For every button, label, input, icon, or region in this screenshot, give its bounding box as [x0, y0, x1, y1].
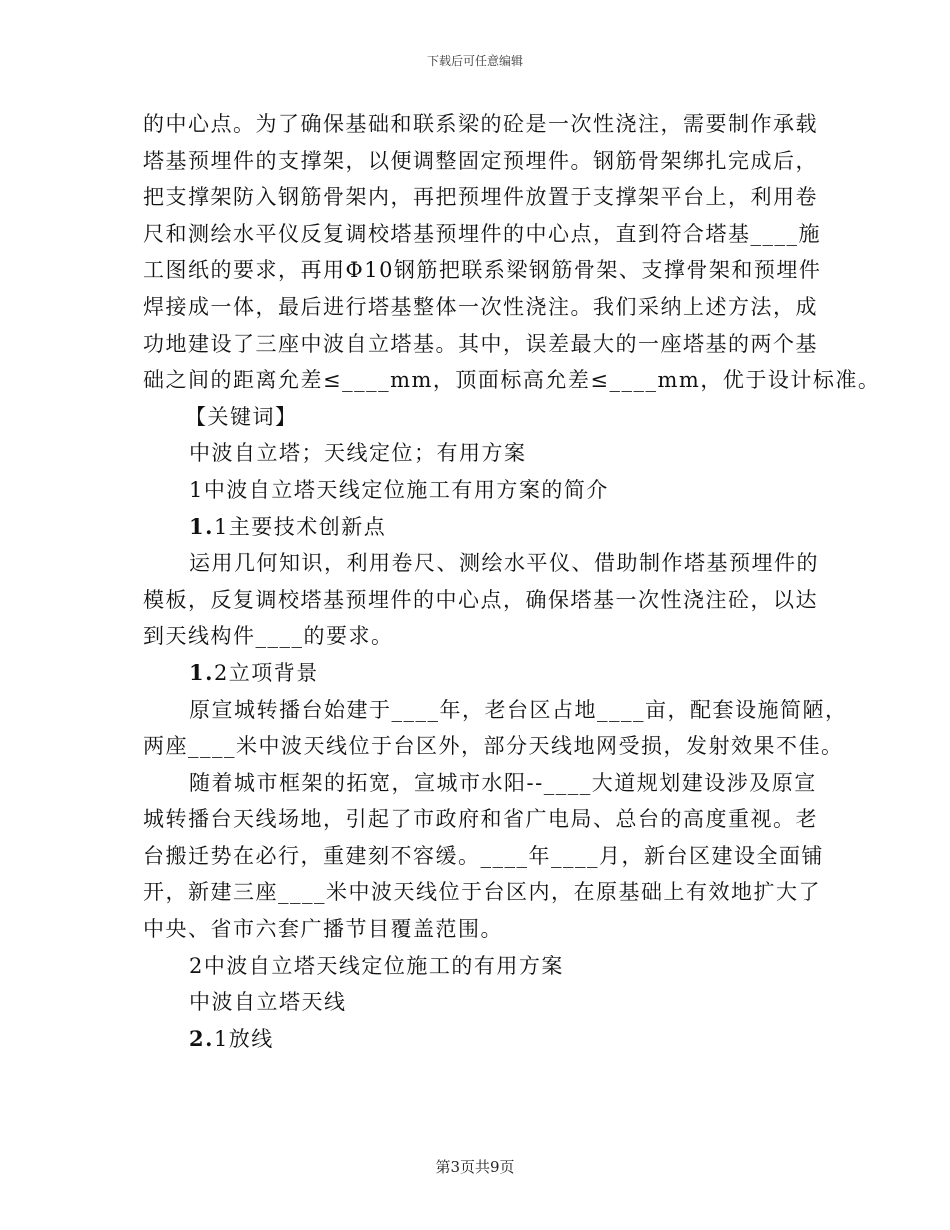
- body-line: 焊接成一体，最后进行塔基整体一次性浇注。我们采纳上述方法，成: [143, 294, 818, 319]
- keywords-text: 中波自立塔；天线定位；有用方案: [189, 441, 527, 466]
- body-line: 塔基预埋件的支撑架，以便调整固定预埋件。钢筋骨架绑扎完成后，: [143, 148, 818, 173]
- body-line: 两座____米中波天线位于台区外，部分天线地网受损，发射效果不佳。: [143, 734, 844, 759]
- section-1-2-title: [143, 655, 813, 692]
- document-body: [143, 106, 881, 1057]
- section-1-2-label: 2立项背景: [213, 660, 319, 685]
- body-line: 功地建设了三座中波自立塔基。其中，误差最大的一座塔基的两个基: [143, 331, 818, 356]
- body-line: 运用几何知识，利用卷尺、测绘水平仪、借助制作塔基预埋件的: [189, 551, 819, 576]
- section-2-subtitle: 中波自立塔天线: [189, 990, 347, 1015]
- body-line: 台搬迁势在必行，重建刻不容缓。____年____月，新台区建设全面铺: [143, 843, 824, 868]
- section-1-title: 1中波自立塔天线定位施工有用方案的简介: [189, 477, 609, 502]
- body-line: 原宣城转播台始建于____年，老台区占地____亩，配套设施简陋，: [189, 697, 848, 722]
- section-1-2-number: 1.: [189, 659, 214, 685]
- body-line: 城转播台天线场地，引起了市政府和省广电局、总台的高度重视。老: [143, 807, 818, 832]
- section-1-1-label: 1主要技术创新点: [213, 514, 387, 539]
- section-1-1-number: 1.: [189, 513, 214, 539]
- section-2-1-title: [143, 1021, 813, 1058]
- body-line: 工图纸的要求，再用Φ10钢筋把联系梁钢筋骨架、支撑骨架和预埋件: [143, 258, 822, 283]
- page-header: 下载后可任意编辑: [426, 54, 523, 68]
- body-line: 模板，反复调校塔基预埋件的中心点，确保塔基一次性浇注砼，以达: [143, 587, 818, 612]
- body-line: 开，新建三座____米中波天线位于台区内，在原基础上有效地扩大了: [143, 880, 821, 905]
- section-2-1-label: 1放线: [213, 1026, 274, 1051]
- section-1-1-title: [143, 509, 813, 546]
- keywords-heading: 【关键词】: [185, 404, 298, 429]
- body-line: 础之间的距离允差≤____mm，顶面标高允差≤____mm，优于设计标准。: [143, 368, 881, 393]
- section-2-title: 2中波自立塔天线定位施工的有用方案: [189, 953, 564, 978]
- body-line: 到天线构件____的要求。: [143, 624, 394, 649]
- body-line: 中央、省市六套广播节目覆盖范围。: [143, 917, 503, 942]
- body-line: 随着城市框架的拓宽，宣城市水阳--____大道规划建设涉及原宣: [189, 770, 817, 795]
- body-line: 把支撑架防入钢筋骨架内，再把预埋件放置于支撑架平台上，利用卷: [143, 185, 818, 210]
- body-line: 尺和测绘水平仪反复调校塔基预埋件的中心点，直到符合塔基____施: [143, 221, 821, 246]
- body-line: 的中心点。为了确保基础和联系梁的砼是一次性浇注，需要制作承载: [143, 112, 818, 136]
- page-footer: 第3页共9页: [435, 1158, 515, 1176]
- section-2-1-number: 2.: [189, 1025, 214, 1051]
